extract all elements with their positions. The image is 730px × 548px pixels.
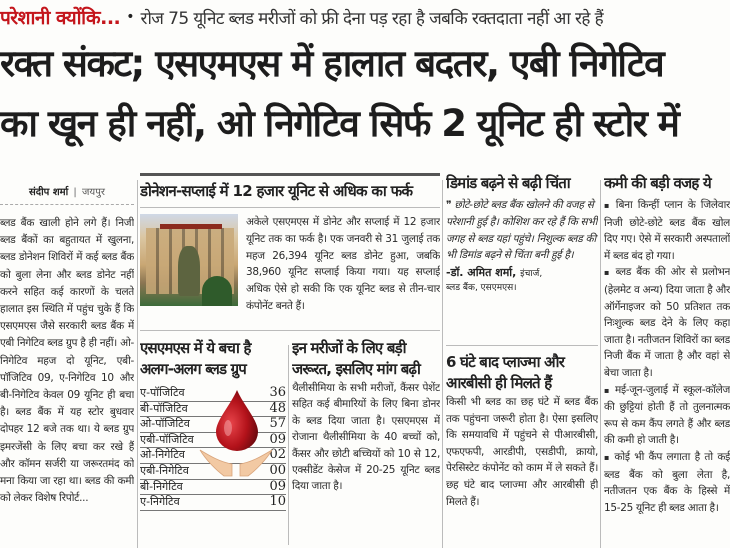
speaker-role: इंचार्ज, xyxy=(520,269,543,280)
speaker-department: ब्लड बैंक, एसएमएस। xyxy=(446,283,517,294)
section-title: एसएमएस में ये बचा है अलग-अलग ब्लड ग्रुप xyxy=(140,339,251,378)
dateline-city: जयपुर xyxy=(81,187,105,198)
kicker-line xyxy=(0,0,730,34)
author-name: संदीप शर्मा xyxy=(29,187,69,198)
blood-group-table xyxy=(140,386,286,511)
section-title: डिमांड बढ़ने से बढ़ी चिंता xyxy=(446,174,570,192)
section-title: कमी की बड़ी वजह ये xyxy=(604,174,711,192)
bullet-icon: • xyxy=(126,9,135,25)
cupped-hands-icon xyxy=(198,446,274,478)
group-name: एबी-निगेटिव xyxy=(140,463,189,477)
group-name: ए-पॉजिटिव xyxy=(140,386,185,399)
cause-item: ▪ कोई भी कैंप लगाता है तो कई ब्लड बैंक को बुला लेता है, नतीजतन एक बैंक के हिस्से में 15-25 यूनिट ही ब्लड आता है। xyxy=(604,449,730,516)
column-divider xyxy=(442,180,443,548)
unit-count: 36 xyxy=(269,385,286,400)
group-name: बी-निगेटिव xyxy=(140,479,183,493)
quote-attribution xyxy=(446,265,598,280)
thalassemia-text: थैलीसीमिया के सभी मरीजों, कैंसर पेशेंट सहित कई बीमारियों के लिए बिना डोनर के ब्लड दिया जाता है। एसएमएस में रोजाना थैलीसीमिया के 40 बच्चों को, कैंसर और छोटी बच्चियों को 10 से 12, एक्सीडेंट केसेज में 20-25 यूनिट ब्लड दिया जाता है। xyxy=(292,382,440,493)
blood-drop-icon xyxy=(212,388,262,452)
speaker-name: -डॉ. अमित शर्मा, xyxy=(446,266,517,280)
column-divider xyxy=(137,180,138,548)
headline-line-2: का खून ही नहीं, ओ निगेटिव सिर्फ 2 यूनिट ही स्टोर में xyxy=(0,102,679,145)
unit-count: 00 xyxy=(269,462,286,478)
donation-supply-section xyxy=(140,173,440,328)
unit-count: 09 xyxy=(269,431,286,447)
kicker-text: रोज 75 यूनिट ब्लड मरीजों को फ्री देना पड़ रहा है जबकि रक्तदाता नहीं आ रहे हैं xyxy=(140,8,604,29)
table-row xyxy=(140,495,286,511)
unit-count: 02 xyxy=(269,447,286,463)
column-divider xyxy=(600,180,601,548)
section-title: 6 घंटे बाद प्लाज्मा और आरबीसी ही मिलते हैं xyxy=(446,353,565,392)
causes-section xyxy=(604,173,730,548)
unit-count: 10 xyxy=(269,494,286,510)
headline-line-1: रक्त संकट; एसएमएस में हालात बदतर, एबी निगेटिव xyxy=(0,42,664,85)
table-row xyxy=(140,480,286,496)
cause-item: ▪ ब्लड बैंक की ओर से प्रलोभन (हेलमेट व अन्य) दिया जाता है और ऑर्गेनाइजर को 50 प्रतिशत तक निःशुल्क ब्लड देने के लिए कहा जाता है। नतीजतन शिविरों का ब्लड निजी बैंक में जाता है और वहां से बेचा जाता है। xyxy=(604,264,730,381)
demand-section xyxy=(446,173,598,338)
cause-item: ▪ मई-जून-जुलाई में स्कूल-कॉलेज की छुट्टियां होती हैं तो तुलनात्मक रूप से कम कैंप लगते हैं और ब्लड की कमी हो जाती है। xyxy=(604,382,730,449)
section-title: इन मरीजों के लिए बड़ी जरूरत, इसलिए मांग बढ़ी xyxy=(292,339,421,378)
thalassemia-section xyxy=(292,338,440,548)
section-title: डोनेशन-सप्लाई में 12 हजार यूनिट से अधिक का फर्क xyxy=(140,176,440,208)
byline-separator: | xyxy=(73,187,77,198)
unit-count: 48 xyxy=(269,400,286,416)
group-name: बी-पॉजिटिव xyxy=(140,401,188,415)
lead-story-column xyxy=(0,170,134,548)
column-divider xyxy=(288,345,289,545)
blood-group-section xyxy=(140,338,286,548)
group-name: ओ-निगेटिव xyxy=(140,448,185,462)
group-name: ए-निगेटिव xyxy=(140,495,180,509)
cause-item: ▪ बिना किन्हीं प्लान के जिलेवार निजी छोटे-छोटे ब्लड बैंक खोल दिए गए। ऐसे में सरकारी अस्पतालों में ब्लड बंद हो गया। xyxy=(604,197,730,264)
byline xyxy=(0,170,134,205)
quote-body: छोटे-छोटे ब्लड बैंक खोलने की वजह से परेशानी हुई है। कोशिश कर रहे हैं कि सभी जगह से ब्लड यहां पहुंचे। निशुल्क ब्लड की भी डिमांड बढ़ने से चिंता बनी हुई है। xyxy=(446,199,598,262)
kicker-label: परेशानी क्योंकि... xyxy=(0,7,121,29)
lead-story-text: ब्लड बैंक खाली होने लगे हैं। निजी ब्लड बैंकों का बहुतायत में खुलना, ब्लड डोनेशन शिविरों में कई ब्लड बैंक को बुला लेना और ब्लड डोनेट नहीं करने सहित कई कारणों के चलते हालात इस स्थिति में पहुंच चुके हैं कि एसएमएस जैसे सरकारी ब्लड बैंक में एबी निगेटिव ब्लड ग्रुप है ही नहीं। ओ-निगेटिव महज दो यूनिट, एबी-पॉजिटिव 09, ए-निगेटिव 10 और बी-निगेटिव केवल 09 यूनिट ही बचा है। ब्लड बैंक में यह स्टोर बुधवार दोपहर 12 बजे तक था। ये ब्लड ग्रुप इमरजेंसी के लिए बचा कर रखे हैं और कॉमन सर्जरी या जरूरतमंद को मना किया जा रहा था। ब्लड की कमी को लेकर विशेष रिपोर्ट... xyxy=(0,217,134,505)
donation-supply-text: अकेले एसएमएस में डोनेट और सप्लाई में 12 हजार यूनिट तक का फर्क है। एक जनवरी से 31 जुलाई तक महज 26,394 यूनिट ब्लड डोनेट हुआ, जबकि 38,960 यूनिट सप्लाई किया गया। यह सप्लाई अधिक ऐसे हो सकी कि एक यूनिट ब्लड से तीन-चार कंपोनेंट बनते हैं। xyxy=(246,216,440,312)
hospital-photo xyxy=(140,214,238,306)
quote-text xyxy=(446,197,598,264)
quote-mark-icon: ❞ xyxy=(446,199,455,211)
unit-count: 57 xyxy=(269,416,286,432)
plasma-section xyxy=(446,345,598,548)
unit-count: 09 xyxy=(269,478,286,494)
group-name: ओ-पॉजिटिव xyxy=(140,417,190,431)
section-divider xyxy=(140,330,440,331)
group-name: एबी-पॉजिटिव xyxy=(140,432,194,446)
plasma-text: किसी भी ब्लड का छह घंटे में ब्लड बैंक तक पहुंचना जरूरी होता है। ऐसा इसलिए कि समयावधि में पहुंचने से पीआरबीसी, एफएफपी, आरडीपी, एसडीपी, क्रायो, पेरसिस्टेट कंपोनेंट को काम में ले सकते हैं। छह घंटे बाद प्लाज्मा और आरबीसी ही मिलते हैं। xyxy=(446,396,598,508)
